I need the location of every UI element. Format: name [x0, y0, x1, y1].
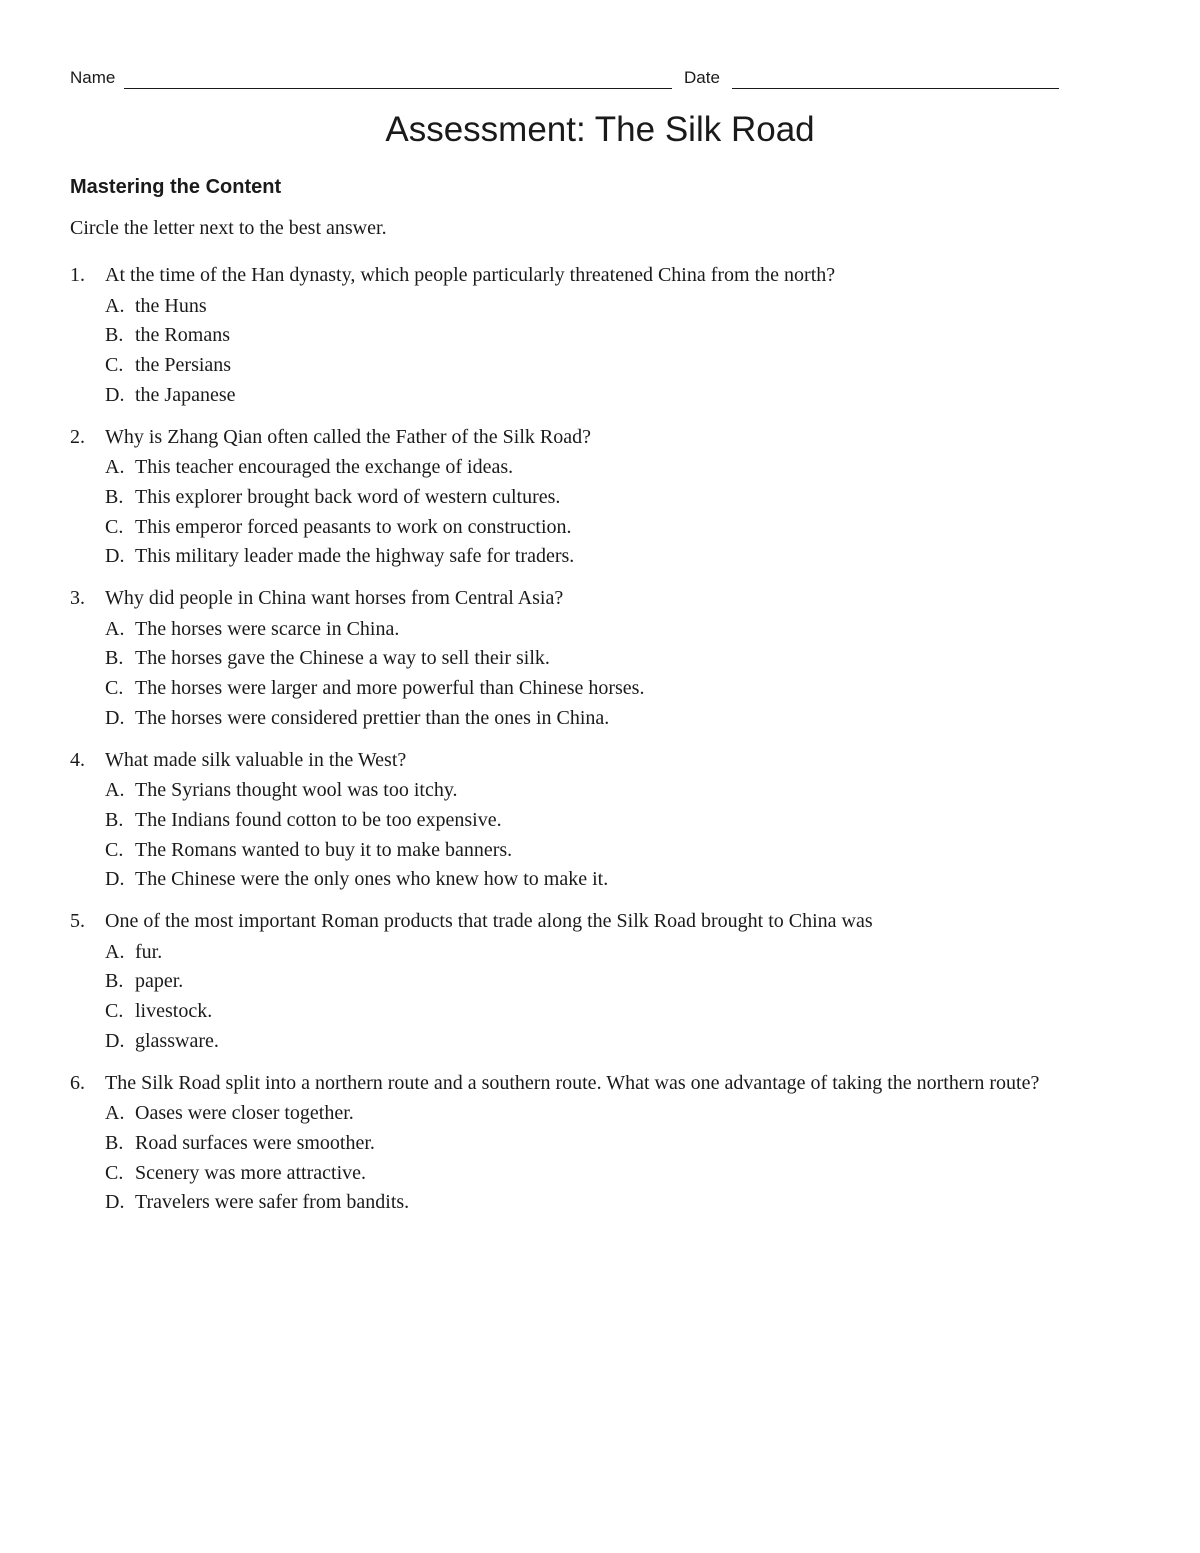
- option-text: Road surfaces were smoother.: [135, 1131, 375, 1154]
- answer-options: [105, 453, 1080, 572]
- option-letter[interactable]: D.: [105, 1191, 125, 1214]
- answer-option[interactable]: [105, 806, 1080, 836]
- option-letter[interactable]: A.: [105, 456, 125, 479]
- answer-option[interactable]: [105, 1188, 1080, 1218]
- answer-option[interactable]: [105, 1027, 1080, 1057]
- option-letter[interactable]: C.: [105, 1000, 124, 1023]
- option-letter[interactable]: C.: [105, 354, 124, 377]
- option-letter[interactable]: B.: [105, 647, 124, 670]
- answer-option[interactable]: [105, 1099, 1080, 1129]
- answer-options: [105, 615, 1080, 734]
- option-letter[interactable]: B.: [105, 1131, 124, 1154]
- question-list: [70, 261, 1080, 1230]
- question-number: 4.: [70, 748, 85, 771]
- option-text: The horses were larger and more powerful than Chinese horses.: [135, 677, 645, 700]
- option-text: livestock.: [135, 1000, 213, 1023]
- date-label: Date: [684, 68, 720, 87]
- question-6: [70, 1069, 1080, 1219]
- option-text: This explorer brought back word of western cultures.: [135, 485, 561, 508]
- question-number: 5.: [70, 910, 85, 933]
- option-letter[interactable]: D.: [105, 545, 125, 568]
- answer-option[interactable]: [105, 1129, 1080, 1159]
- header-row: [70, 66, 1060, 92]
- option-text: This teacher encouraged the exchange of ideas.: [135, 456, 514, 479]
- instructions: Circle the letter next to the best answer.: [70, 217, 387, 239]
- option-text: The Romans wanted to buy it to make banners.: [135, 838, 513, 861]
- option-letter[interactable]: B.: [105, 808, 124, 831]
- option-text: Travelers were safer from bandits.: [135, 1191, 410, 1214]
- option-letter[interactable]: A.: [105, 940, 125, 963]
- question-4: [70, 746, 1080, 896]
- option-letter[interactable]: B.: [105, 970, 124, 993]
- option-text: The horses were considered prettier than the ones in China.: [135, 706, 610, 729]
- answer-option[interactable]: [105, 938, 1080, 968]
- option-letter[interactable]: B.: [105, 485, 124, 508]
- option-letter[interactable]: A.: [105, 617, 125, 640]
- answer-option[interactable]: [105, 776, 1080, 806]
- question-number: 1.: [70, 264, 85, 286]
- answer-option[interactable]: [105, 1159, 1080, 1189]
- answer-options: [105, 776, 1080, 895]
- option-letter[interactable]: D.: [105, 868, 125, 891]
- option-letter[interactable]: D.: [105, 1029, 125, 1052]
- answer-option[interactable]: [105, 321, 1080, 351]
- answer-option[interactable]: [105, 292, 1080, 322]
- page-title: Assessment: The Silk Road: [385, 110, 815, 149]
- date-field-line[interactable]: [732, 88, 1059, 89]
- answer-option[interactable]: [105, 453, 1080, 483]
- option-letter[interactable]: A.: [105, 294, 125, 317]
- option-text: fur.: [135, 940, 163, 963]
- option-text: This emperor forced peasants to work on construction.: [135, 515, 572, 538]
- option-letter[interactable]: D.: [105, 706, 125, 729]
- question-1: [70, 261, 1080, 411]
- answer-option[interactable]: [105, 836, 1080, 866]
- question-number: 6.: [70, 1071, 85, 1094]
- option-text: The Chinese were the only ones who knew how to make it.: [135, 868, 609, 891]
- option-text: paper.: [135, 970, 184, 993]
- option-letter[interactable]: C.: [105, 1161, 124, 1184]
- option-text: the Romans: [135, 324, 230, 347]
- answer-option[interactable]: [105, 704, 1080, 734]
- question-text: Why did people in China want horses from Central Asia?: [105, 587, 564, 610]
- question-text: The Silk Road split into a northern route and a southern route. What was one advantage of taking the northern route?: [105, 1071, 1040, 1094]
- name-field-line[interactable]: [124, 88, 672, 89]
- option-letter[interactable]: C.: [105, 515, 124, 538]
- option-text: glassware.: [135, 1029, 219, 1052]
- question-5: [70, 907, 1080, 1057]
- answer-options: [105, 292, 1080, 411]
- answer-option[interactable]: [105, 997, 1080, 1027]
- question-text: What made silk valuable in the West?: [105, 748, 407, 771]
- option-text: This military leader made the highway safe for traders.: [135, 545, 575, 568]
- option-text: The Syrians thought wool was too itchy.: [135, 779, 458, 802]
- question-text: Why is Zhang Qian often called the Father of the Silk Road?: [105, 425, 591, 448]
- option-letter[interactable]: D.: [105, 383, 125, 406]
- option-letter[interactable]: C.: [105, 838, 124, 861]
- question-number: 2.: [70, 425, 85, 448]
- answer-option[interactable]: [105, 351, 1080, 381]
- section-heading: Mastering the Content: [70, 176, 282, 198]
- answer-option[interactable]: [105, 967, 1080, 997]
- answer-options: [105, 938, 1080, 1057]
- answer-option[interactable]: [105, 483, 1080, 513]
- question-text: At the time of the Han dynasty, which people particularly threatened China from the north?: [105, 264, 836, 286]
- option-text: Oases were closer together.: [135, 1102, 354, 1125]
- option-letter[interactable]: C.: [105, 677, 124, 700]
- name-label: Name: [70, 68, 116, 87]
- question-text: One of the most important Roman products that trade along the Silk Road brought to China was: [105, 910, 873, 933]
- option-text: The horses gave the Chinese a way to sell their silk.: [135, 647, 550, 670]
- answer-option[interactable]: [105, 542, 1080, 572]
- answer-option[interactable]: [105, 674, 1080, 704]
- option-text: The Indians found cotton to be too expensive.: [135, 808, 502, 831]
- answer-option[interactable]: [105, 644, 1080, 674]
- answer-option[interactable]: [105, 615, 1080, 645]
- answer-option[interactable]: [105, 865, 1080, 895]
- question-3: [70, 584, 1080, 734]
- option-letter[interactable]: A.: [105, 779, 125, 802]
- question-2: [70, 423, 1080, 573]
- option-text: the Huns: [135, 294, 207, 317]
- option-text: Scenery was more attractive.: [135, 1161, 367, 1184]
- answer-options: [105, 1099, 1080, 1218]
- option-text: the Japanese: [135, 383, 236, 406]
- answer-option[interactable]: [105, 513, 1080, 543]
- option-text: The horses were scarce in China.: [135, 617, 400, 640]
- answer-option[interactable]: [105, 381, 1080, 411]
- option-letter[interactable]: A.: [105, 1102, 125, 1125]
- option-letter[interactable]: B.: [105, 324, 124, 347]
- question-number: 3.: [70, 587, 85, 610]
- option-text: the Persians: [135, 354, 232, 377]
